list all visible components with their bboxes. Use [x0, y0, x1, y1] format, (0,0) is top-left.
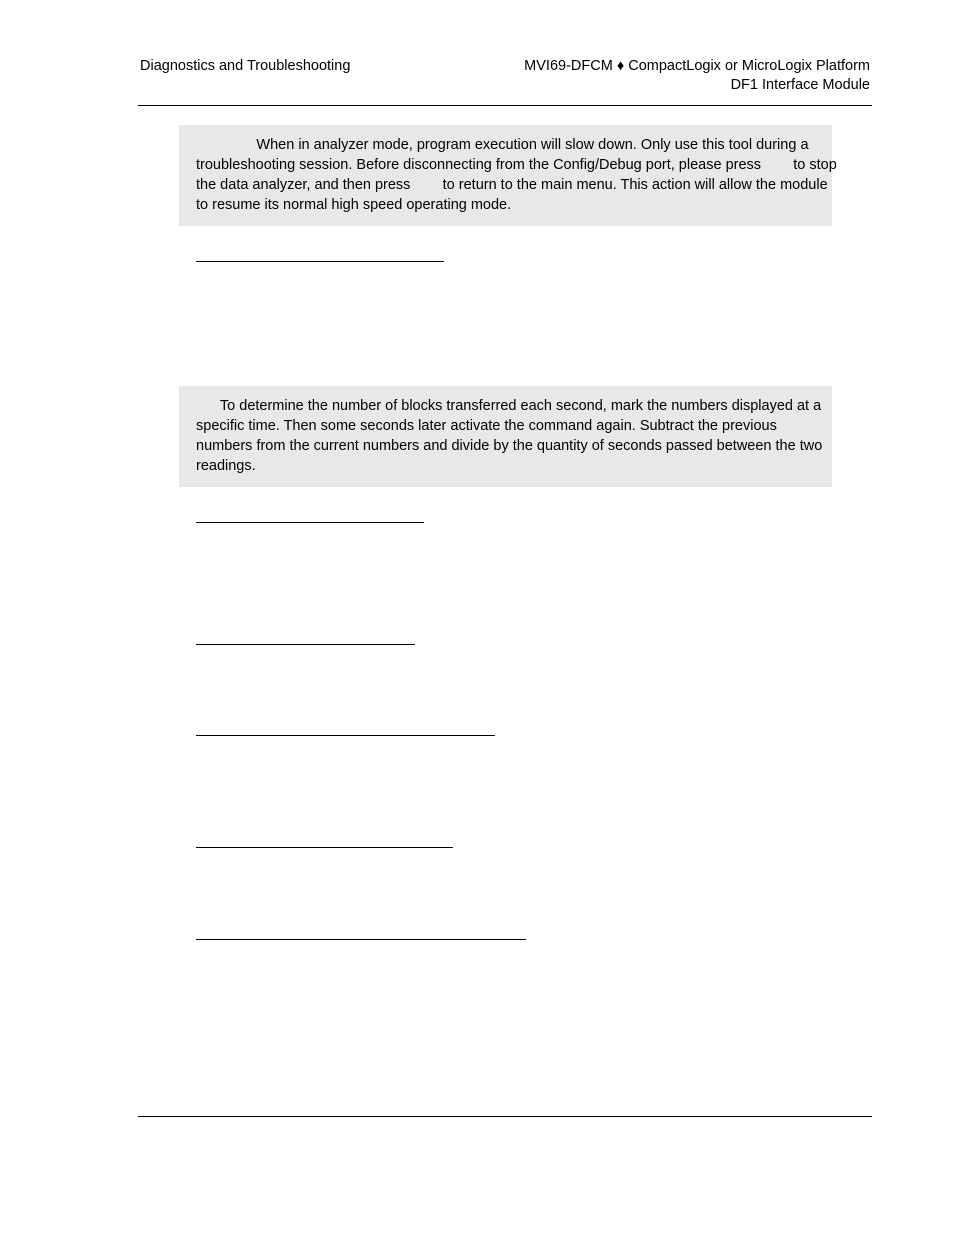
footer-divider: [138, 1116, 872, 1117]
note-line: numbers from the current numbers and divide by the quantity of seconds passed between the two: [196, 438, 823, 454]
heading-underline: [196, 261, 444, 262]
note-line: to resume its normal high speed operating mode.: [196, 197, 512, 213]
note-line: troubleshooting session. Before disconnecting from the Config/Debug port, please press to stop: [196, 157, 837, 173]
block-transfer-note: [179, 386, 832, 487]
heading-underline: [196, 847, 453, 848]
header-product-line2: DF1 Interface Module: [730, 77, 870, 93]
analyzer-mode-note: [179, 125, 837, 226]
header-section-title: Diagnostics and Troubleshooting: [140, 58, 351, 74]
note-line: specific time. Then some seconds later activate the command again. Subtract the previous: [196, 418, 777, 434]
header-product-title: [524, 57, 870, 95]
heading-underline: [196, 735, 495, 736]
note-line: the data analyzer, and then press to return to the main menu. This action will allow the module: [196, 177, 828, 193]
note-line: To determine the number of blocks transferred each second, mark the numbers displayed at a: [196, 398, 822, 414]
note-line: readings.: [196, 458, 256, 474]
note-line: When in analyzer mode, program execution will slow down. Only use this tool during a: [196, 137, 809, 153]
heading-underline: [196, 644, 415, 645]
heading-underline: [196, 939, 526, 940]
heading-underline: [196, 522, 424, 523]
header-divider: [138, 105, 872, 106]
header-product-line1: MVI69-DFCM ♦ CompactLogix or MicroLogix Platform: [524, 58, 870, 74]
